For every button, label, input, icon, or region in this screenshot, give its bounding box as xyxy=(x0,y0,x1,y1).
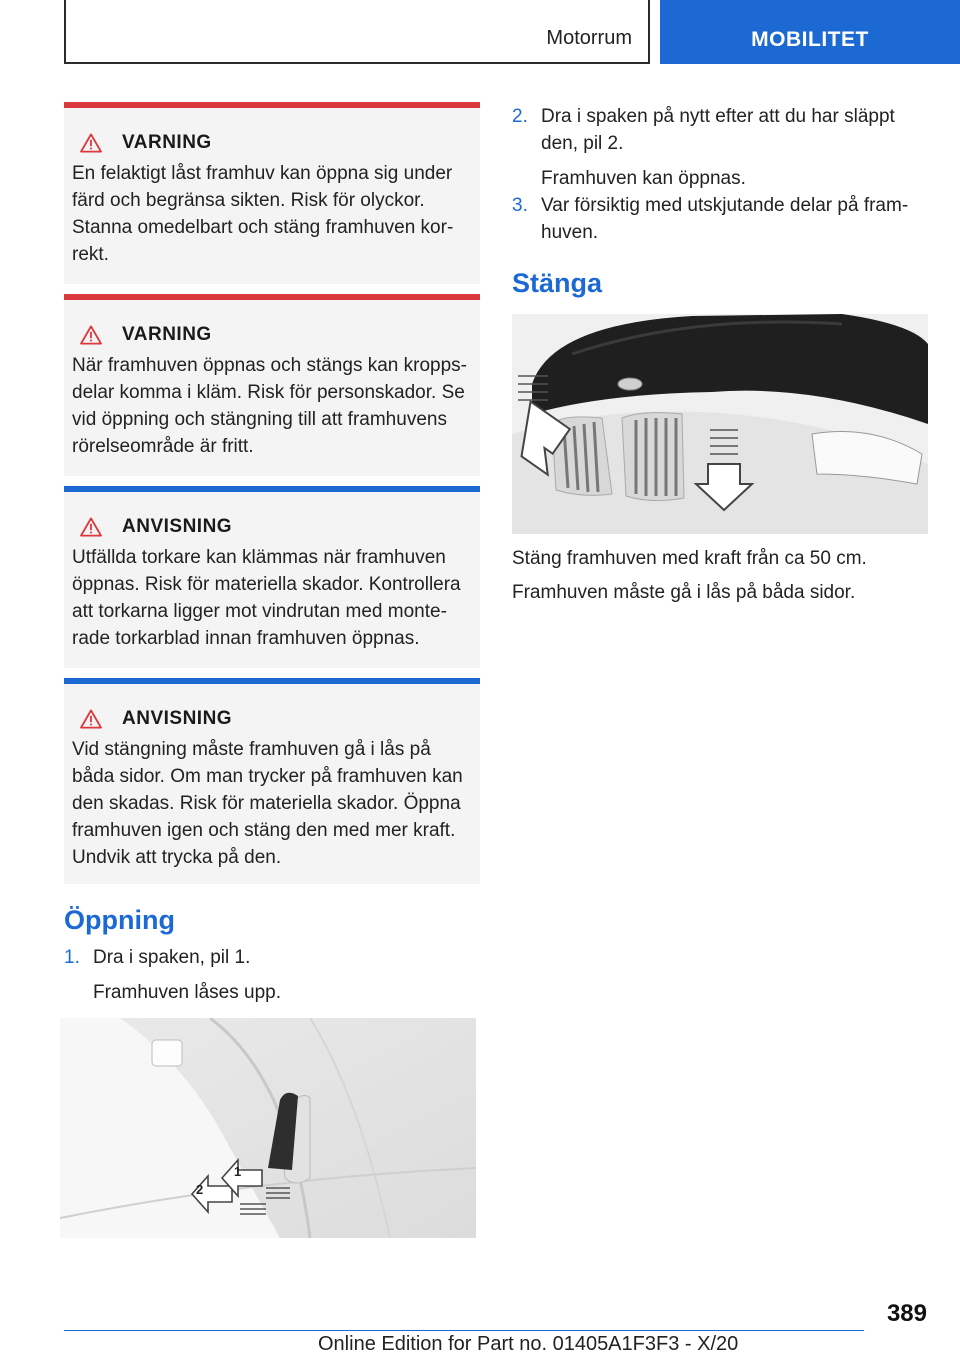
step-number: 2. xyxy=(512,106,528,127)
chapter-title: MOBILITET xyxy=(751,28,869,51)
step-result: Framhuven kan öppnas. xyxy=(541,168,746,189)
notice-text: När framhuven öppnas och stängs kan kroppsdelar komma i kläm. Risk för personskador. Se vid öppning och stängning till att framhuvens rörelseområde är fritt. xyxy=(72,355,467,457)
notice-text: En felaktigt låst framhuv kan öppna sig under färd och begränsa sikten. Risk för olyckor. Stanna omedelbart och stäng framhuven korrekt. xyxy=(72,163,454,265)
footer-edition: Online Edition for Part no. 01405A1F3F3 - X/20 xyxy=(318,1333,739,1355)
closing-hood-illustration xyxy=(512,314,928,534)
note-box xyxy=(64,486,480,668)
figure-label: 1 xyxy=(234,1164,242,1179)
step-item xyxy=(512,192,928,246)
notice-text: Vid stängning måste framhuven gå i lås på båda sidor. Om man trycker på framhuven kan den skadas. Risk för materiella skador. Öppna framhuven igen och stäng den med mer kraft. Undvik att trycka på den. xyxy=(72,739,463,868)
warning-triangle-icon xyxy=(80,133,102,153)
step-number: 3. xyxy=(512,195,528,216)
figure-closing-hood xyxy=(512,314,928,534)
step-text: Dra i spaken, pil 1. xyxy=(93,947,251,968)
notice-title: VARNING xyxy=(122,324,212,345)
warning-triangle-icon xyxy=(80,517,102,537)
header-section-box xyxy=(64,0,650,64)
closing-paragraph: Framhuven måste gå i lås på båda sidor. xyxy=(512,582,856,603)
warning-triangle-icon xyxy=(80,325,102,345)
section-title: Motorrum xyxy=(546,27,632,49)
notice-text: Utfällda torkare kan klämmas när framhuven öppnas. Risk för materiella skador. Kontrollera att torkarna ligger mot vindrutan med monterade torkarblad innan framhuven öppnas. xyxy=(72,547,461,649)
notice-title: VARNING xyxy=(122,132,212,153)
warning-triangle-icon xyxy=(80,709,102,729)
chapter-tab[interactable] xyxy=(660,0,960,64)
step-text: Var försiktig med utskjutande delar på framhuven. xyxy=(541,195,909,243)
closing-paragraph: Stäng framhuven med kraft från ca 50 cm. xyxy=(512,548,867,569)
notice-title: ANVISNING xyxy=(122,516,233,537)
step-number: 1. xyxy=(64,947,80,968)
heading-closing: Stänga xyxy=(512,268,603,298)
step-item xyxy=(512,103,928,192)
footer-divider xyxy=(64,1330,864,1331)
figure-label: 2 xyxy=(196,1182,204,1197)
warning-box xyxy=(64,294,480,476)
page-number: 389 xyxy=(886,1300,927,1327)
figure-release-lever xyxy=(60,1018,476,1238)
step-result: Framhuven låses upp. xyxy=(93,982,281,1003)
warning-box xyxy=(64,102,480,284)
step-item xyxy=(64,944,480,1006)
release-lever-illustration xyxy=(60,1018,476,1238)
notice-title: ANVISNING xyxy=(122,708,233,729)
heading-opening: Öppning xyxy=(64,905,175,935)
step-text: Dra i spaken på nytt efter att du har släppt den, pil 2. xyxy=(541,106,895,154)
note-box xyxy=(64,678,480,884)
